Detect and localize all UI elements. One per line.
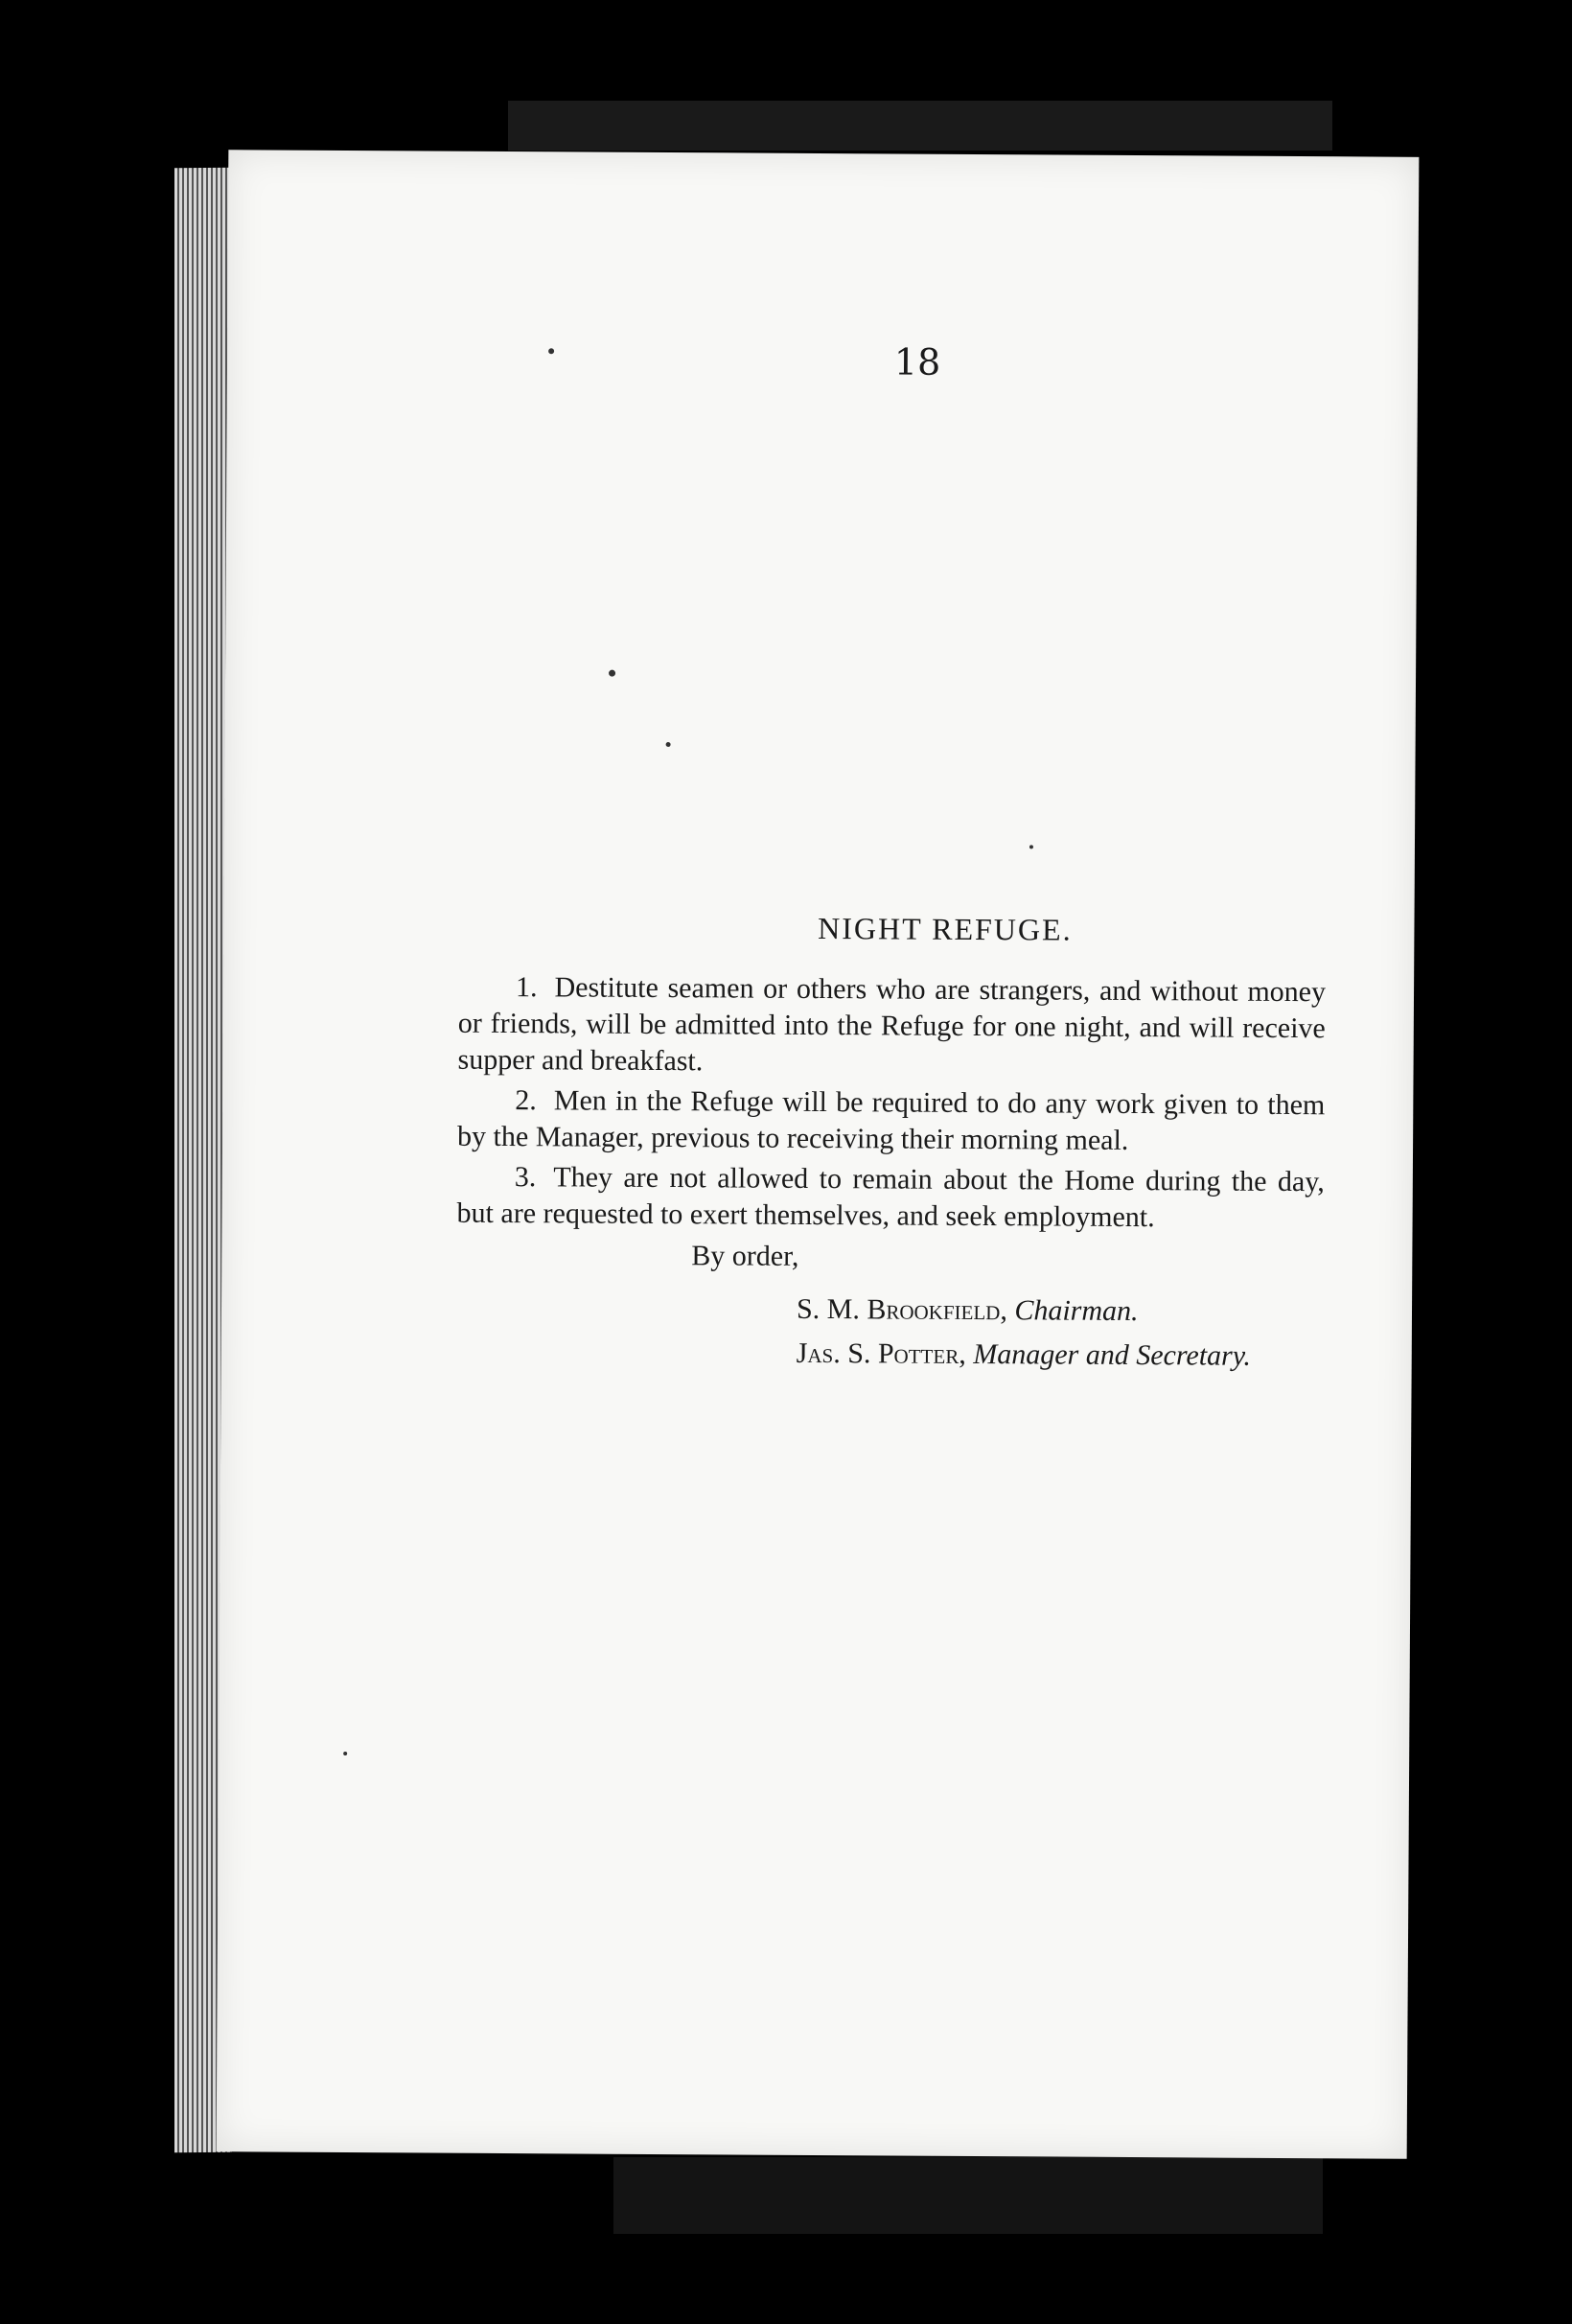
film-top-edge (508, 101, 1332, 151)
page-number: 18 (893, 340, 941, 383)
rule-text: Destitute seamen or others who are strangers, and without money or friends, will be admitted into the Refuge for one night, and will receive supper and breakfast. (457, 971, 1327, 1078)
signatory-title: Chairman. (1014, 1294, 1139, 1328)
signatory-name: Jas. S. Potter, (796, 1336, 966, 1370)
book-page (217, 150, 1420, 2159)
film-bottom-edge (613, 2157, 1323, 2234)
dust-speck (1029, 845, 1033, 848)
rule-item (457, 1159, 1325, 1238)
rule-number: 2. (515, 1084, 537, 1117)
signatory-manager (797, 1332, 1324, 1379)
rule-text: They are not allowed to remain about the Home during the day, but are requested to exert themselves, and seek employment. (456, 1161, 1325, 1234)
signatory-chairman (797, 1288, 1324, 1335)
rule-item (457, 969, 1326, 1084)
signatory-title: Manager and Secretary. (973, 1337, 1252, 1372)
dust-speck (548, 348, 554, 354)
notice-heading: NIGHT REFUGE. (818, 910, 1073, 947)
dust-speck (609, 670, 615, 677)
rule-number: 1. (515, 971, 538, 1004)
dust-speck (343, 1752, 347, 1755)
refuge-notice (456, 909, 1327, 1380)
rule-number: 3. (514, 1161, 537, 1194)
rule-item (457, 1082, 1325, 1161)
dust-speck (666, 742, 671, 747)
signatory-name: S. M. Brookfield, (796, 1292, 1007, 1327)
rule-text: Men in the Refuge will be required to do any work given to them by the Manager, previous to receiving their morning meal. (457, 1084, 1326, 1156)
closing-line: By order, (691, 1240, 799, 1272)
